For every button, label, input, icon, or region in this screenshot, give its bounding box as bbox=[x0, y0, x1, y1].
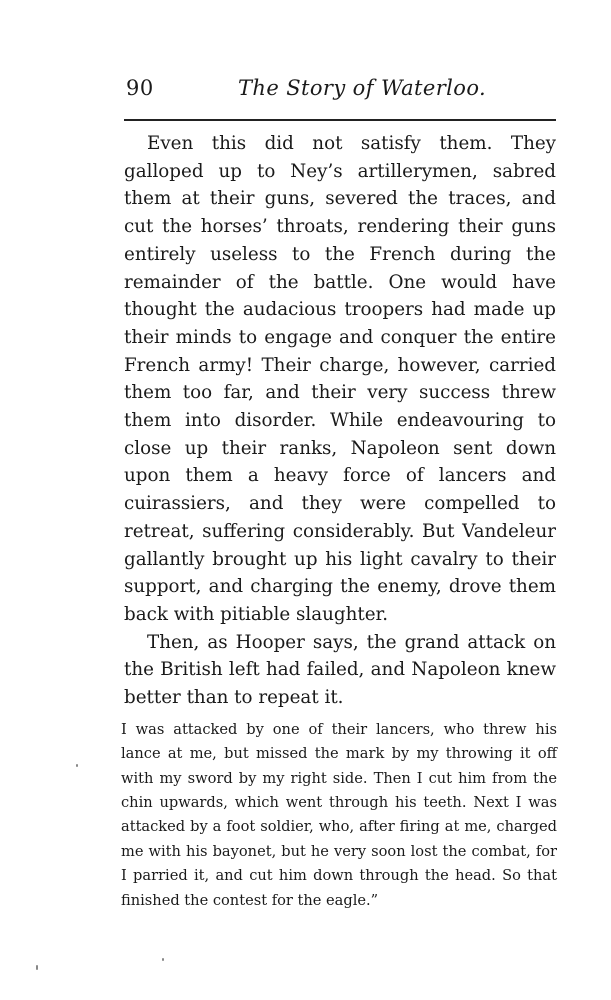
page-number: 90 bbox=[126, 76, 154, 100]
print-speck bbox=[36, 965, 38, 970]
print-speck bbox=[162, 958, 164, 961]
paragraph-2: Then, as Hooper says, the grand attack on the British left had failed, and Napoleon knew better than to repeat it. bbox=[124, 631, 556, 709]
quotation-block: I was attacked by one of their lancers, who threw his lance at me, but missed the mark by my throwing it off with my sword by my right side. Then I cut him from the chin upwards, which went through his teeth. Next I was attacked by a foot soldier, who, after firing at me, charged me with his bayonet, but he very soon lost the combat, for I parried it, and cut him down through the head. So that finished the contest for the eagle.” bbox=[121, 720, 557, 909]
running-title: The Story of Waterloo. bbox=[238, 76, 487, 100]
print-speck bbox=[76, 764, 78, 767]
page-header bbox=[126, 72, 546, 112]
paragraph-1: Even this did not satisfy them. They galloped up to Ney’s artillerymen, sabred them at their guns, severed the traces, and cut the horses’ throats, rendering their guns entirely useless to the French during the remainder of the battle. One would have thought the audacious troopers had made up their minds to engage and conquer the entire French army! Their charge, however, carried them too far, and their very success threw them into disorder. While endeavouring to close up their ranks, Napoleon sent down upon them a heavy force of lancers and cuirassiers, and they were compelled to retreat, suffering considerably. But Vandeleur gallantly brought up his light cavalry to their support, and charging the enemy, drove them back with pitiable slaughter. bbox=[124, 133, 556, 625]
body-text bbox=[121, 130, 557, 913]
header-rule bbox=[124, 119, 556, 121]
